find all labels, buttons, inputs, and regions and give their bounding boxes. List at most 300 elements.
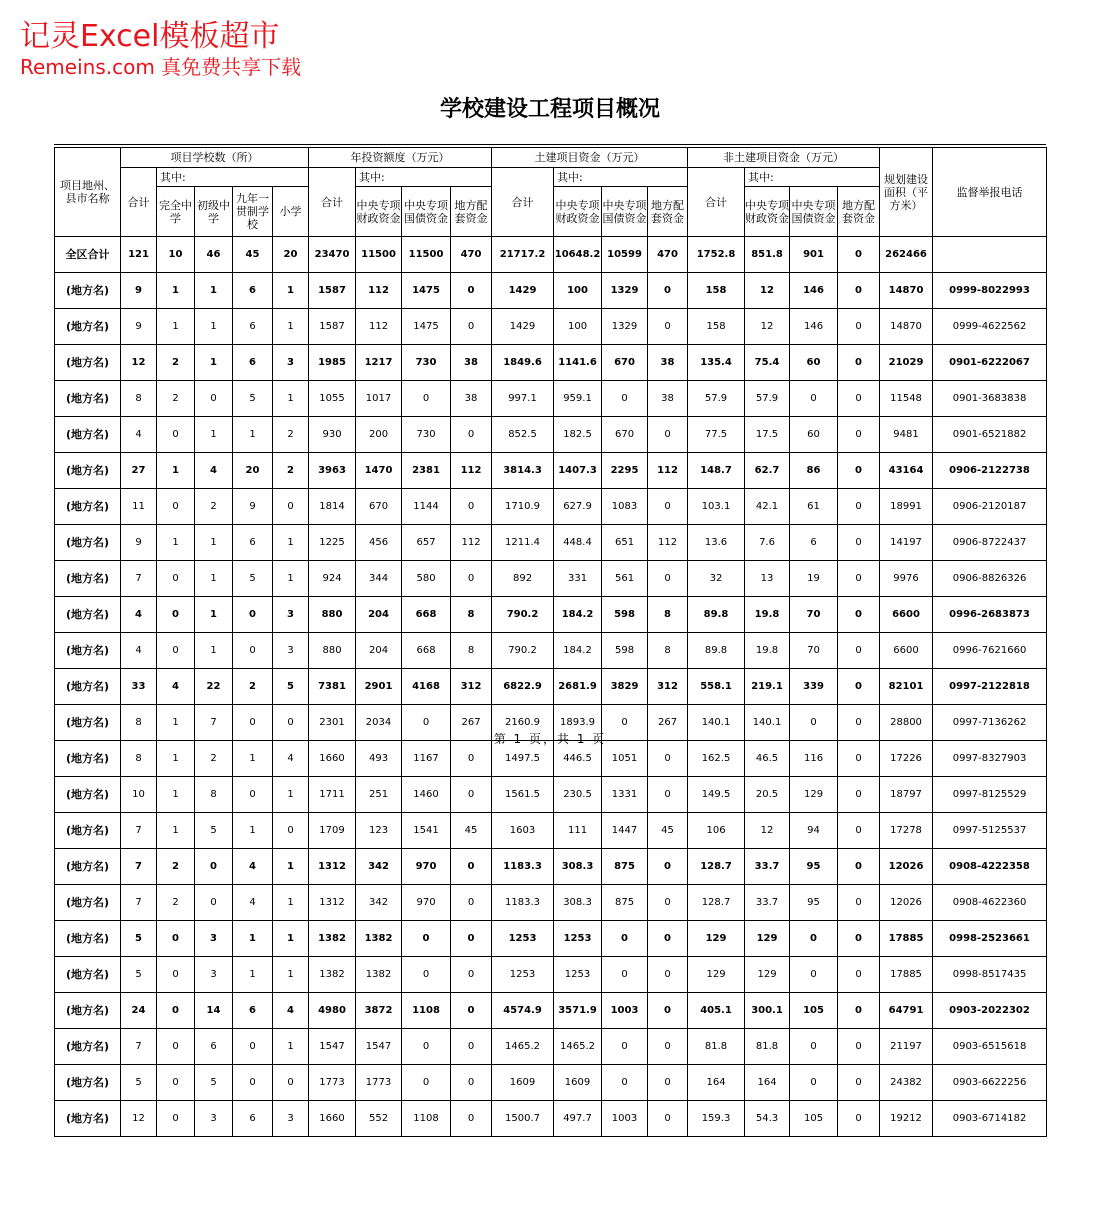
cell-area: 21029 [880,345,933,381]
cell-total: 7 [121,849,157,885]
cell-invest-total: 1382 [309,957,356,993]
cell-phone: 0901-6521882 [933,417,1047,453]
cell-civil-central-bond: 0 [602,705,648,741]
cell-total: 12 [121,345,157,381]
cell-civil-local-match: 112 [648,453,688,489]
header-noncivil-central-bond: 中央专项国债资金 [790,187,838,237]
cell-total: 7 [121,561,157,597]
cell-phone: 0998-8517435 [933,957,1047,993]
cell-noncivil-total: 148.7 [688,453,745,489]
cell-total: 10 [121,777,157,813]
cell-area: 43164 [880,453,933,489]
cell-noncivil-local-match: 0 [838,453,880,489]
cell-noncivil-central-bond: 339 [790,669,838,705]
cell-civil-central-bond: 598 [602,633,648,669]
cell-civil-total: 4574.9 [492,993,554,1029]
cell-nine-year: 1 [233,741,273,777]
cell-invest-total: 1312 [309,849,356,885]
cell-invest-central-fiscal: 204 [356,633,402,669]
cell-civil-central-bond: 1083 [602,489,648,525]
cell-region-name: (地方名) [55,705,121,741]
header-primary: 小学 [273,187,309,237]
table-row [55,1101,1047,1137]
cell-invest-central-bond: 0 [402,1065,451,1101]
cell-area: 9481 [880,417,933,453]
cell-noncivil-local-match: 0 [838,741,880,777]
cell-civil-total: 1253 [492,957,554,993]
brand-watermark [20,20,301,80]
cell-civil-local-match: 0 [648,993,688,1029]
table-row [55,417,1047,453]
cell-civil-local-match: 312 [648,669,688,705]
cell-area: 64791 [880,993,933,1029]
cell-nine-year: 0 [233,633,273,669]
cell-noncivil-central-bond: 70 [790,597,838,633]
cell-noncivil-central-fiscal: 164 [745,1065,790,1101]
header-schools-group: 项目学校数（所） [121,148,309,168]
cell-nine-year: 20 [233,453,273,489]
cell-invest-total: 1660 [309,1101,356,1137]
cell-junior-middle: 1 [195,273,233,309]
cell-noncivil-total: 128.7 [688,849,745,885]
cell-area: 21197 [880,1029,933,1065]
cell-civil-local-match: 0 [648,309,688,345]
cell-noncivil-local-match: 0 [838,309,880,345]
table-row [55,993,1047,1029]
cell-civil-local-match: 0 [648,957,688,993]
table-row [55,273,1047,309]
table-row [55,453,1047,489]
header-schools-among: 其中: [157,168,309,187]
cell-nine-year: 6 [233,345,273,381]
header-invest-central-bond: 中央专项国债资金 [402,187,451,237]
cell-civil-local-match: 0 [648,921,688,957]
cell-total: 9 [121,273,157,309]
cell-civil-local-match: 0 [648,489,688,525]
header-noncivil-central-fiscal: 中央专项财政资金 [745,187,790,237]
table-row [55,777,1047,813]
cell-civil-central-bond: 2295 [602,453,648,489]
cell-junior-middle: 6 [195,1029,233,1065]
cell-noncivil-central-bond: 901 [790,237,838,273]
cell-junior-middle: 0 [195,381,233,417]
cell-nine-year: 1 [233,417,273,453]
header-schools-total: 合计 [121,168,157,237]
cell-noncivil-local-match: 0 [838,633,880,669]
cell-noncivil-central-bond: 95 [790,885,838,921]
page-footer: 第 1 页，共 1 页 [493,732,607,746]
cell-primary: 0 [273,1065,309,1101]
cell-civil-local-match: 0 [648,1065,688,1101]
cell-phone: 0996-2683873 [933,597,1047,633]
cell-invest-central-bond: 1108 [402,993,451,1029]
cell-area: 18991 [880,489,933,525]
cell-full-middle: 2 [157,849,195,885]
cell-invest-central-fiscal: 1470 [356,453,402,489]
cell-nine-year: 0 [233,1029,273,1065]
cell-area: 17885 [880,921,933,957]
cell-invest-central-bond: 580 [402,561,451,597]
cell-area: 17885 [880,957,933,993]
cell-area: 262466 [880,237,933,273]
cell-full-middle: 1 [157,777,195,813]
cell-invest-central-fiscal: 493 [356,741,402,777]
cell-primary: 2 [273,453,309,489]
cell-nine-year: 0 [233,1065,273,1101]
cell-primary: 1 [273,273,309,309]
cell-total: 7 [121,1029,157,1065]
cell-civil-total: 1429 [492,273,554,309]
cell-full-middle: 0 [157,921,195,957]
cell-phone: 0997-7136262 [933,705,1047,741]
cell-region-name: (地方名) [55,741,121,777]
cell-civil-central-fiscal: 184.2 [554,633,602,669]
cell-region-name: (地方名) [55,921,121,957]
cell-invest-total: 1660 [309,741,356,777]
cell-junior-middle: 3 [195,1101,233,1137]
header-nine-year: 九年一贯制学校 [233,187,273,237]
cell-noncivil-total: 162.5 [688,741,745,777]
cell-noncivil-total: 103.1 [688,489,745,525]
header-invest-among: 其中: [356,168,492,187]
cell-civil-central-bond: 3829 [602,669,648,705]
cell-noncivil-total: 81.8 [688,1029,745,1065]
cell-civil-local-match: 0 [648,417,688,453]
cell-nine-year: 45 [233,237,273,273]
cell-civil-central-fiscal: 2681.9 [554,669,602,705]
header-civil-local-match: 地方配套资金 [648,187,688,237]
table-row [55,489,1047,525]
cell-noncivil-local-match: 0 [838,381,880,417]
cell-region-name: (地方名) [55,309,121,345]
cell-region-name: (地方名) [55,885,121,921]
cell-full-middle: 2 [157,381,195,417]
cell-noncivil-central-fiscal: 129 [745,921,790,957]
cell-invest-central-fiscal: 11500 [356,237,402,273]
cell-full-middle: 0 [157,633,195,669]
cell-civil-central-fiscal: 1141.6 [554,345,602,381]
cell-noncivil-central-fiscal: 20.5 [745,777,790,813]
cell-noncivil-central-fiscal: 17.5 [745,417,790,453]
cell-region-name: (地方名) [55,525,121,561]
table-row [55,921,1047,957]
table-row [55,561,1047,597]
cell-noncivil-total: 89.8 [688,597,745,633]
cell-civil-total: 3814.3 [492,453,554,489]
cell-civil-local-match: 0 [648,1029,688,1065]
cell-invest-central-bond: 1144 [402,489,451,525]
cell-civil-local-match: 112 [648,525,688,561]
cell-invest-total: 1985 [309,345,356,381]
cell-civil-total: 997.1 [492,381,554,417]
cell-civil-central-bond: 875 [602,885,648,921]
cell-noncivil-total: 77.5 [688,417,745,453]
cell-civil-central-bond: 1329 [602,273,648,309]
cell-civil-total: 1603 [492,813,554,849]
cell-noncivil-central-fiscal: 42.1 [745,489,790,525]
cell-noncivil-total: 558.1 [688,669,745,705]
cell-invest-total: 1382 [309,921,356,957]
cell-junior-middle: 1 [195,345,233,381]
cell-junior-middle: 5 [195,1065,233,1101]
cell-noncivil-local-match: 0 [838,669,880,705]
cell-noncivil-central-bond: 146 [790,273,838,309]
cell-total: 5 [121,921,157,957]
cell-civil-central-fiscal: 100 [554,273,602,309]
cell-total: 8 [121,381,157,417]
cell-invest-local-match: 0 [451,957,492,993]
cell-total: 11 [121,489,157,525]
cell-noncivil-local-match: 0 [838,525,880,561]
cell-civil-central-bond: 1051 [602,741,648,777]
cell-noncivil-central-bond: 105 [790,1101,838,1137]
cell-nine-year: 4 [233,849,273,885]
cell-noncivil-central-fiscal: 13 [745,561,790,597]
cell-civil-central-bond: 0 [602,957,648,993]
cell-civil-total: 1497.5 [492,741,554,777]
cell-noncivil-central-fiscal: 57.9 [745,381,790,417]
cell-total: 12 [121,1101,157,1137]
cell-invest-central-fiscal: 1217 [356,345,402,381]
cell-noncivil-central-bond: 0 [790,705,838,741]
cell-total: 4 [121,633,157,669]
cell-invest-central-bond: 0 [402,1029,451,1065]
cell-civil-central-fiscal: 627.9 [554,489,602,525]
cell-noncivil-total: 129 [688,957,745,993]
cell-invest-local-match: 0 [451,309,492,345]
cell-civil-central-fiscal: 448.4 [554,525,602,561]
cell-region-name: (地方名) [55,993,121,1029]
cell-region-name: (地方名) [55,381,121,417]
cell-civil-central-fiscal: 111 [554,813,602,849]
cell-phone: 0903-6714182 [933,1101,1047,1137]
table-row [55,525,1047,561]
header-full-middle: 完全中学 [157,187,195,237]
cell-civil-central-fiscal: 184.2 [554,597,602,633]
cell-area: 19212 [880,1101,933,1137]
cell-noncivil-local-match: 0 [838,237,880,273]
cell-civil-total: 1609 [492,1065,554,1101]
cell-noncivil-central-fiscal: 12 [745,309,790,345]
table-row [55,705,1047,741]
cell-invest-total: 1312 [309,885,356,921]
cell-noncivil-central-fiscal: 140.1 [745,705,790,741]
cell-invest-local-match: 0 [451,1101,492,1137]
cell-nine-year: 1 [233,813,273,849]
cell-junior-middle: 3 [195,921,233,957]
cell-phone: 0908-4622360 [933,885,1047,921]
cell-noncivil-total: 128.7 [688,885,745,921]
cell-noncivil-central-fiscal: 46.5 [745,741,790,777]
cell-primary: 5 [273,669,309,705]
cell-area: 18797 [880,777,933,813]
cell-invest-local-match: 0 [451,561,492,597]
cell-phone: 0999-4622562 [933,309,1047,345]
table-row [55,849,1047,885]
cell-noncivil-local-match: 0 [838,561,880,597]
cell-noncivil-total: 1752.8 [688,237,745,273]
cell-full-middle: 0 [157,489,195,525]
cell-phone: 0906-2120187 [933,489,1047,525]
cell-full-middle: 2 [157,345,195,381]
cell-primary: 1 [273,957,309,993]
cell-civil-central-fiscal: 100 [554,309,602,345]
cell-invest-total: 1547 [309,1029,356,1065]
cell-region-name: (地方名) [55,345,121,381]
cell-primary: 3 [273,633,309,669]
cell-phone: 0997-5125537 [933,813,1047,849]
cell-region-name: (地方名) [55,561,121,597]
cell-full-middle: 1 [157,309,195,345]
cell-noncivil-local-match: 0 [838,921,880,957]
cell-invest-central-fiscal: 342 [356,885,402,921]
cell-invest-central-bond: 970 [402,885,451,921]
cell-phone: 0997-8125529 [933,777,1047,813]
cell-nine-year: 0 [233,777,273,813]
table-row [55,1065,1047,1101]
cell-primary: 1 [273,309,309,345]
cell-noncivil-central-bond: 0 [790,921,838,957]
cell-invest-total: 1055 [309,381,356,417]
cell-primary: 1 [273,921,309,957]
cell-civil-central-bond: 10599 [602,237,648,273]
header-invest-central-fiscal: 中央专项财政资金 [356,187,402,237]
page-title: 学校建设工程项目概况 [439,96,660,122]
cell-civil-central-bond: 598 [602,597,648,633]
cell-civil-central-fiscal: 230.5 [554,777,602,813]
cell-noncivil-local-match: 0 [838,993,880,1029]
cell-area: 6600 [880,597,933,633]
header-invest-group: 年投资额度（万元） [309,148,492,168]
cell-primary: 1 [273,777,309,813]
cell-civil-central-bond: 0 [602,381,648,417]
cell-area: 6600 [880,633,933,669]
cell-primary: 3 [273,1101,309,1137]
header-civil-total: 合计 [492,168,554,237]
cell-civil-total: 1183.3 [492,885,554,921]
cell-invest-central-bond: 0 [402,705,451,741]
cell-noncivil-central-fiscal: 62.7 [745,453,790,489]
cell-region-name: (地方名) [55,633,121,669]
cell-civil-total: 1465.2 [492,1029,554,1065]
cell-civil-total: 892 [492,561,554,597]
cell-primary: 1 [273,849,309,885]
cell-civil-local-match: 8 [648,633,688,669]
cell-civil-local-match: 0 [648,777,688,813]
cell-invest-central-fiscal: 342 [356,849,402,885]
header-phone: 监督举报电话 [933,148,1047,237]
cell-noncivil-central-bond: 61 [790,489,838,525]
cell-region-name: (地方名) [55,273,121,309]
header-noncivil-group: 非土建项目资金（万元） [688,148,880,168]
cell-noncivil-total: 89.8 [688,633,745,669]
cell-area: 14197 [880,525,933,561]
cell-full-middle: 1 [157,813,195,849]
cell-noncivil-local-match: 0 [838,597,880,633]
cell-noncivil-total: 57.9 [688,381,745,417]
cell-invest-total: 930 [309,417,356,453]
cell-noncivil-central-bond: 95 [790,849,838,885]
cell-invest-central-fiscal: 2901 [356,669,402,705]
cell-invest-local-match: 0 [451,849,492,885]
cell-invest-total: 23470 [309,237,356,273]
cell-civil-central-fiscal: 446.5 [554,741,602,777]
cell-primary: 0 [273,489,309,525]
cell-noncivil-local-match: 0 [838,345,880,381]
cell-full-middle: 1 [157,525,195,561]
cell-civil-central-fiscal: 1465.2 [554,1029,602,1065]
cell-area: 17226 [880,741,933,777]
cell-region-name: (地方名) [55,849,121,885]
cell-invest-total: 2301 [309,705,356,741]
cell-region-name: (地方名) [55,453,121,489]
table-row [55,309,1047,345]
cell-invest-central-bond: 1541 [402,813,451,849]
cell-invest-central-bond: 0 [402,921,451,957]
table-row [55,885,1047,921]
cell-total: 121 [121,237,157,273]
cell-civil-local-match: 470 [648,237,688,273]
cell-full-middle: 0 [157,1101,195,1137]
cell-area: 11548 [880,381,933,417]
cell-civil-total: 1710.9 [492,489,554,525]
table-row [55,957,1047,993]
cell-civil-total: 852.5 [492,417,554,453]
cell-area: 17278 [880,813,933,849]
cell-noncivil-central-bond: 86 [790,453,838,489]
cell-full-middle: 0 [157,561,195,597]
cell-total: 9 [121,309,157,345]
cell-total: 4 [121,597,157,633]
cell-civil-total: 1561.5 [492,777,554,813]
cell-invest-local-match: 470 [451,237,492,273]
cell-region-name: (地方名) [55,1065,121,1101]
cell-civil-central-fiscal: 497.7 [554,1101,602,1137]
cell-nine-year: 2 [233,669,273,705]
cell-primary: 1 [273,561,309,597]
cell-junior-middle: 1 [195,525,233,561]
header-civil-central-bond: 中央专项国债资金 [602,187,648,237]
cell-noncivil-central-fiscal: 81.8 [745,1029,790,1065]
cell-nine-year: 0 [233,597,273,633]
cell-area: 9976 [880,561,933,597]
table-row [55,237,1047,273]
cell-civil-local-match: 8 [648,597,688,633]
cell-invest-central-fiscal: 112 [356,309,402,345]
cell-full-middle: 0 [157,597,195,633]
cell-noncivil-central-fiscal: 300.1 [745,993,790,1029]
cell-junior-middle: 46 [195,237,233,273]
cell-invest-local-match: 8 [451,597,492,633]
cell-invest-total: 924 [309,561,356,597]
cell-noncivil-local-match: 0 [838,849,880,885]
cell-primary: 3 [273,345,309,381]
cell-civil-total: 790.2 [492,597,554,633]
cell-invest-total: 1587 [309,273,356,309]
cell-nine-year: 6 [233,309,273,345]
cell-phone: 0998-2523661 [933,921,1047,957]
cell-civil-local-match: 0 [648,273,688,309]
cell-civil-central-bond: 1003 [602,1101,648,1137]
cell-junior-middle: 1 [195,561,233,597]
cell-civil-central-fiscal: 331 [554,561,602,597]
cell-area: 14870 [880,309,933,345]
cell-invest-local-match: 38 [451,345,492,381]
cell-noncivil-total: 140.1 [688,705,745,741]
cell-phone: 0903-6515618 [933,1029,1047,1065]
cell-civil-local-match: 0 [648,849,688,885]
cell-invest-total: 1773 [309,1065,356,1101]
